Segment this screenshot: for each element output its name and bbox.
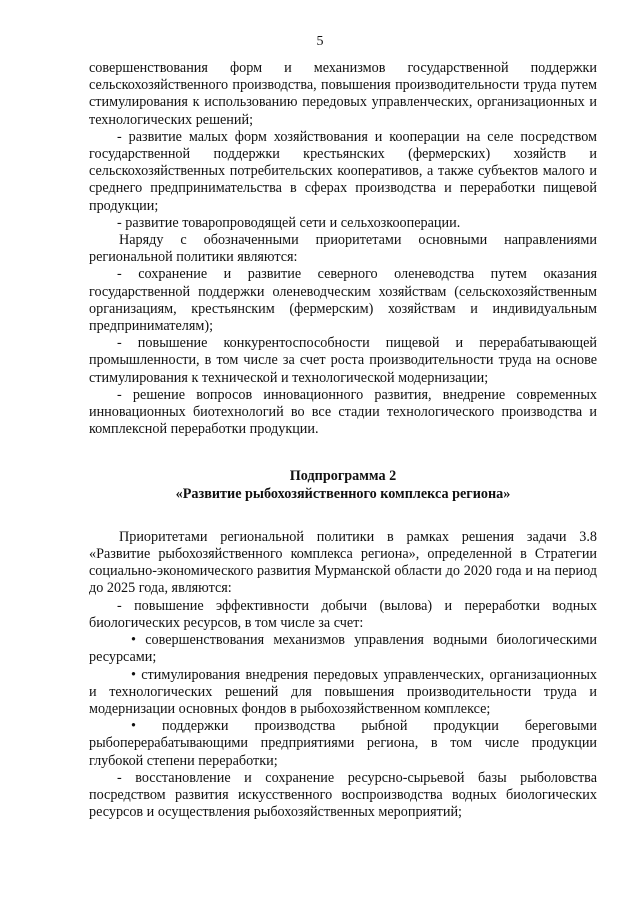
- paragraph: совершенствования форм и механизмов государственной поддержки сельскохозяйственного производства, повышения производительности труда путем стимулирования к использованию передовых управленческих, организационных и технологических решений;: [89, 60, 597, 128]
- subprogram-title: Подпрограмма 2: [289, 468, 397, 485]
- bullet-item: • поддержки производства рыбной продукции береговыми рыбоперерабатывающими предприятиями региона, в том числе продукции глубокой степени переработки;: [89, 718, 597, 769]
- paragraph: Приоритетами региональной политики в рамках решения задачи 3.8 «Развитие рыбохозяйственного комплекса региона», определенной в Стратегии социально-экономического развития Мурманской области до 2020 года и на период до 2025 года, являются:: [89, 528, 597, 597]
- list-item: - решение вопросов инновационного развития, внедрение современных инновационных биотехнологий во все стадии технологического производства и комплексной переработки продукции.: [89, 386, 597, 438]
- document-body: [89, 60, 597, 821]
- subprogram-subtitle: «Развитие рыбохозяйственного комплекса региона»: [175, 485, 511, 502]
- bullet-item: • стимулирования внедрения передовых управленческих, организационных и технологических решений для повышения производительности труда и модернизации основных фондов в рыбохозяйственном комплексе;: [89, 666, 597, 717]
- bullet-item: • совершенствования механизмов управления водными биологическими ресурсами;: [89, 632, 597, 666]
- list-item: - развитие малых форм хозяйствования и кооперации на селе посредством государственной поддержки крестьянских (фермерских) хозяйств и сельскохозяйственных потребительских кооперативов, а также субъектов малого и среднего предпринимательства в сферах производства и переработки пищевой продукции;: [89, 128, 597, 214]
- list-item: - повышение эффективности добычи (вылова) и переработки водных биологических ресурсов, в том числе за счет:: [89, 597, 597, 631]
- list-item: - восстановление и сохранение ресурсно-сырьевой базы рыболовства посредством развития искусственного воспроизводства водных биологических ресурсов и осуществления рыбохозяйственных мероприятий;: [89, 769, 597, 821]
- paragraph: Наряду с обозначенными приоритетами основными направлениями региональной политики являются:: [89, 232, 597, 266]
- list-item: - повышение конкурентоспособности пищевой и перерабатывающей промышленности, в том числе за счет роста производительности труда на основе стимулирования к технической и технологической модернизации;: [89, 335, 597, 386]
- page-number: 5: [316, 34, 324, 49]
- list-item: - развитие товаропроводящей сети и сельхозкооперации.: [117, 214, 461, 231]
- list-item: - сохранение и развитие северного оленеводства путем оказания государственной поддержки оленеводческим хозяйствам (сельскохозяйственным организациям, крестьянским (фермерским) хозяйствам и индивидуальным предпринимателям);: [89, 266, 597, 335]
